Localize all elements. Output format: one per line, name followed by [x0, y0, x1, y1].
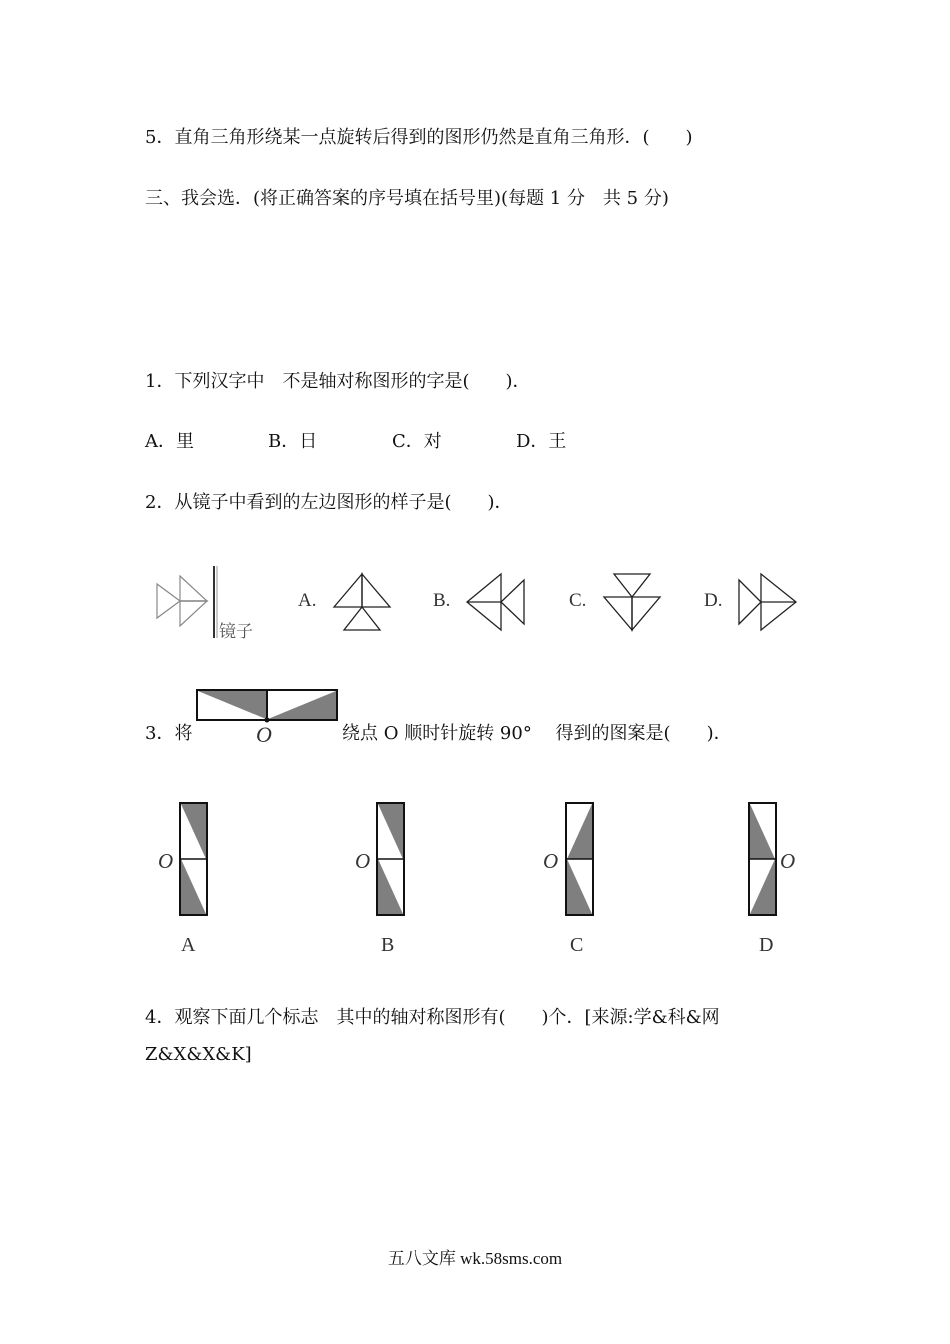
q3-option-a-o-label: O	[158, 849, 174, 873]
mirror-label: 镜子	[219, 622, 253, 641]
question-4-source: Z&X&X&K]	[145, 1044, 252, 1065]
q3-option-c-figure	[565, 802, 597, 918]
q3-caption-c: C	[570, 934, 584, 956]
question-1-option-a: A．里	[145, 431, 194, 452]
q3-option-d-o-label: O	[780, 849, 796, 873]
q2-option-a-label: A.	[298, 590, 317, 611]
q2-option-d-label: D.	[704, 590, 723, 611]
question-1-option-c: C．对	[392, 431, 442, 452]
q3-option-b-o-label: O	[355, 849, 371, 873]
q2-option-d-figure	[734, 572, 800, 636]
q2-option-c-figure	[600, 570, 666, 636]
q3-caption-d: D	[759, 934, 774, 956]
question-4-text: 4．观察下面几个标志 其中的轴对称图形有( )个．[来源:学&科&网	[145, 1007, 720, 1028]
q3-original-figure	[193, 688, 343, 724]
question-5-text: 5．直角三角形绕某一点旋转后得到的图形仍然是直角三角形．( )	[145, 127, 693, 148]
q3-option-b-figure	[376, 802, 408, 918]
question-1-option-b: B．日	[268, 431, 318, 452]
question-3-prefix: 3．将	[145, 723, 193, 744]
question-3-suffix: 绕点 O 顺时针旋转 90° 得到的图案是( )．	[342, 723, 732, 744]
q3-option-a-figure	[179, 802, 211, 918]
question-1-option-d: D．王	[516, 431, 567, 452]
q2-option-a-figure	[330, 570, 396, 636]
q3-caption-a: A	[181, 934, 196, 956]
page-footer: 五八文库 wk.58sms.com	[387, 1249, 563, 1268]
question-1-text: 1．下列汉字中 不是轴对称图形的字是( )．	[145, 371, 531, 392]
q3-point-o-label: O	[256, 722, 272, 747]
q3-option-d-figure	[748, 802, 780, 918]
question-2-text: 2．从镜子中看到的左边图形的样子是( )．	[145, 492, 513, 513]
section-3-title: 三、我会选．(将正确答案的序号填在括号里)(每题 1 分 共 5 分)	[145, 188, 669, 209]
q2-option-c-label: C.	[569, 590, 587, 611]
q2-option-b-figure	[464, 572, 530, 636]
q2-option-b-label: B.	[433, 590, 451, 611]
q3-caption-b: B	[381, 934, 395, 956]
q3-option-c-o-label: O	[543, 849, 559, 873]
